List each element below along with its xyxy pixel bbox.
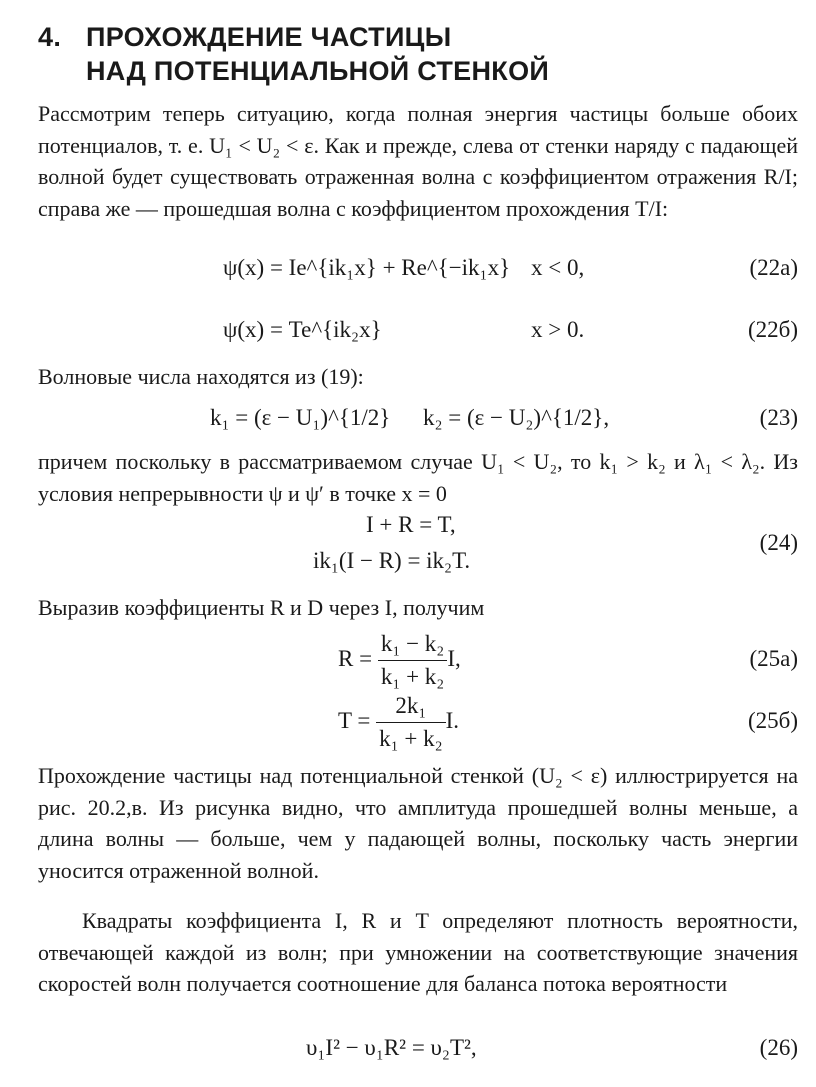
equation-22a-number: (22а): [749, 255, 798, 280]
equation-23: [38, 405, 798, 445]
equation-25b: [38, 692, 798, 756]
section-title-line2: НАД ПОТЕНЦИАЛЬНОЙ СТЕНКОЙ: [86, 56, 550, 86]
equation-26-expression: υ₁I² − υ₁R² = υ₂T²,: [306, 1035, 477, 1060]
equation-25a-lhs: R =: [338, 645, 373, 671]
equation-23-number: (23): [759, 405, 798, 430]
equation-25a-denominator: k₁ + k₂: [380, 664, 445, 689]
equation-22b: [38, 317, 798, 357]
equation-25b-fraction: [376, 692, 446, 753]
equation-25b-lhs: T =: [338, 707, 371, 733]
equation-25a-formula: [338, 630, 461, 691]
section-number: 4.: [38, 22, 62, 52]
paragraph-wave-numbers: Волновые числа находятся из (19):: [38, 364, 364, 389]
equation-25a-tail: I,: [447, 645, 461, 671]
equation-22a-condition: x < 0,: [531, 255, 585, 280]
paragraph-illustration: Прохождение частицы над потенциальной стенкой (U₂ < ε) иллюстрируется на рис. 20.2,в. Из рисунка видно, что амплитуда прошедшей волны меньше, а длина волны — больше, чем у падающей волны, поскольку часть энергии уносится отраженной волной.: [38, 763, 798, 883]
equation-25b-denominator: k₁ + k₂: [379, 726, 443, 751]
equation-22a-expression: ψ(x) = Ie^{ik₁x} + Re^{−ik₁x}: [223, 255, 511, 280]
paragraph-probability: Квадраты коэффициента I, R и T определяют плотность вероятности, отвечающей каждой из волн; при умножении на соответствующие значения скоростей волн получается соотношение для баланса потока вероятности: [38, 908, 798, 996]
equation-25b-formula: [338, 692, 459, 753]
equation-22b-number: (22б): [747, 317, 798, 342]
section-title-line1: ПРОХОЖДЕНИЕ ЧАСТИЦЫ: [86, 22, 452, 52]
equation-25a-number: (25а): [749, 646, 798, 671]
equation-22b-expression: ψ(x) = Te^{ik₂x}: [223, 317, 382, 342]
paragraph-continuity: причем поскольку в рассматриваемом случае U₁ < U₂, то k₁ > k₂ и λ₁ < λ₂. Из условия непрерывности ψ и ψ′ в точке x = 0: [38, 449, 798, 506]
equation-25b-numerator: 2k₁: [376, 692, 446, 723]
equation-25b-tail: I.: [445, 707, 460, 733]
section-heading: [38, 20, 549, 88]
equation-23-k1: k₁ = (ε − U₁)^{1/2}: [210, 405, 391, 430]
equation-25a: [38, 630, 798, 694]
equation-26: [38, 1035, 798, 1075]
paragraph-coefficients: Выразив коэффициенты R и D через I, получим: [38, 595, 485, 620]
equation-22a: [38, 255, 798, 295]
equation-24-number: (24): [759, 530, 798, 555]
equation-25a-fraction: [378, 630, 448, 691]
equation-24-line1: I + R = T,: [366, 512, 456, 537]
equation-25a-numerator: k₁ − k₂: [378, 630, 448, 661]
equation-22b-condition: x > 0.: [531, 317, 585, 342]
equation-24: [38, 512, 798, 582]
equation-26-number: (26): [759, 1035, 798, 1060]
section-heading-line1: [38, 20, 549, 54]
equation-24-line2: ik₁(I − R) = ik₂T.: [313, 548, 471, 573]
equation-23-k2: k₂ = (ε − U₂)^{1/2},: [423, 405, 610, 430]
equation-25b-number: (25б): [747, 708, 798, 733]
paragraph-intro: Рассмотрим теперь ситуацию, когда полная энергия частицы больше обоих потенциалов, т. е. U₁ < U₂ < ε. Как и прежде, слева от стенки наряду с падающей волной будет существовать отраженная волна с коэффициентом отражения R/I; справа же — прошедшая волна с коэффициентом прохождения T/I:: [38, 101, 798, 221]
